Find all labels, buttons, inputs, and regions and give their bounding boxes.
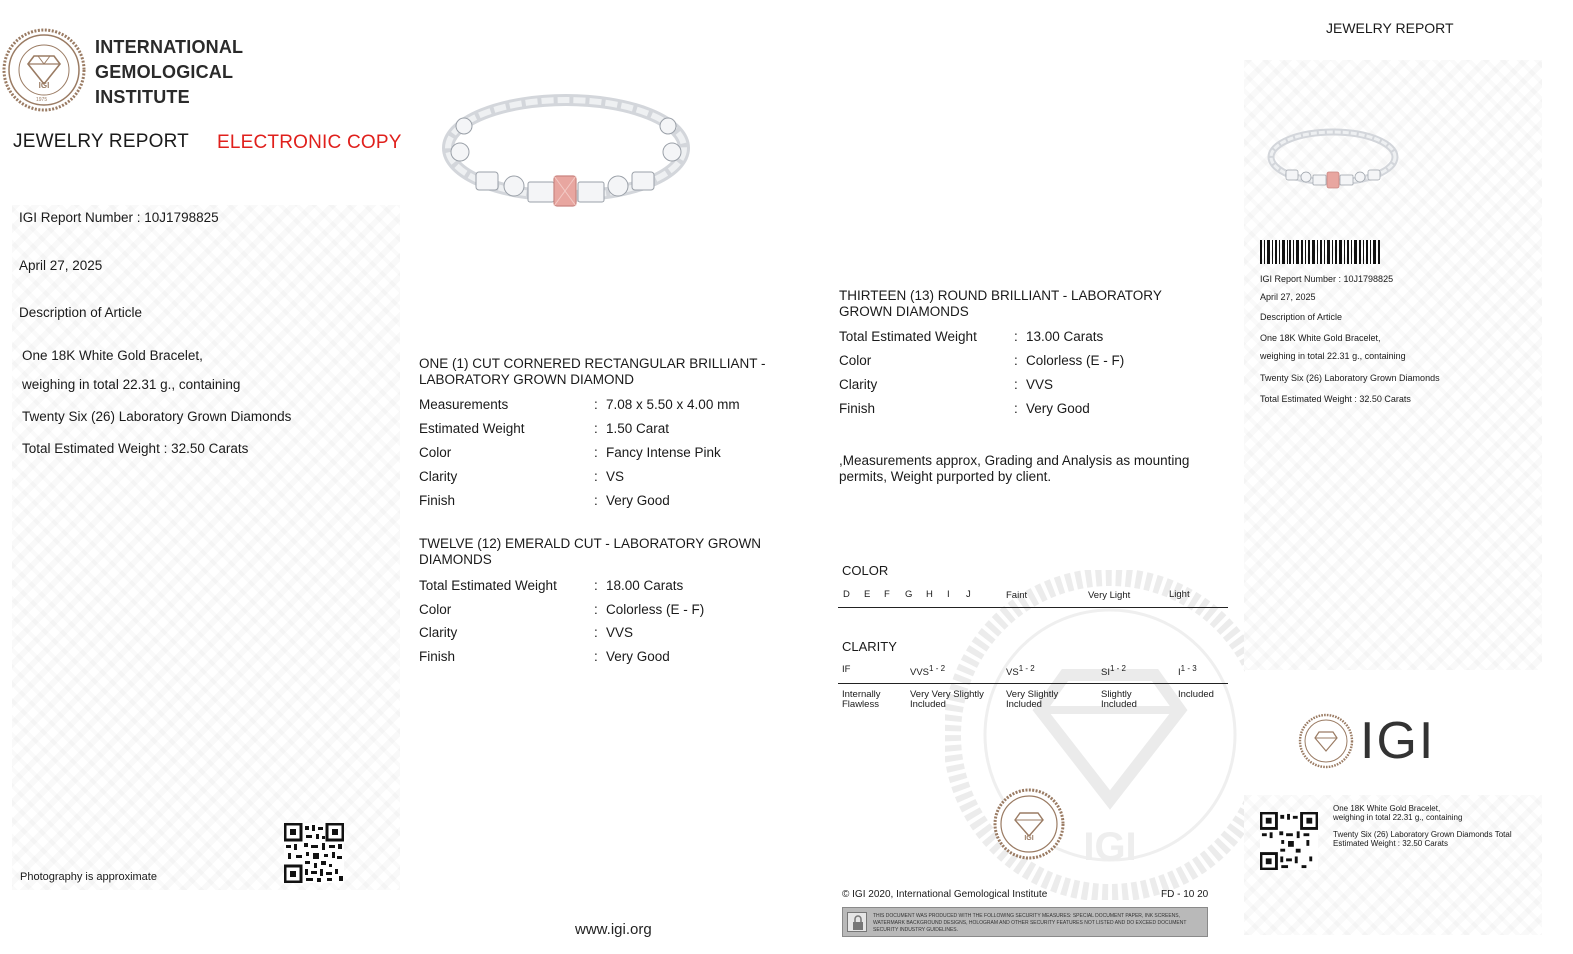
electronic-copy-label: ELECTRONIC COPY [217,132,402,153]
description-line: Twenty Six (26) Laboratory Grown Diamonds [22,409,292,424]
colon: : [594,649,598,664]
spec-value: Very Good [1026,401,1090,416]
photography-note: Photography is approximate [20,871,157,883]
clarity-grade [842,664,850,675]
spec-label: Total Estimated Weight [839,329,977,344]
spec-row [419,469,624,484]
colon: : [594,469,598,484]
colon: : [594,602,598,617]
seal-year: 1975 [36,97,48,103]
security-strip [842,907,1208,937]
spec-label: Total Estimated Weight [419,578,557,593]
spec-value: VVS [1026,377,1054,392]
spec-value: Colorless (E - F) [1026,353,1125,368]
stub-description-title: Description of Article [1260,312,1343,322]
clarity-desc: Included [1178,689,1214,700]
svg-text:IGI: IGI [1024,835,1034,842]
colon: : [1014,377,1018,392]
clarity-grade-range: 1 - 2 [1018,664,1035,673]
stub-footer-text: One 18K White Gold Bracelet, weighing in total 22.31 g., containing [1333,804,1463,822]
color-range: Very Light [1088,590,1131,601]
bracelet-photo [440,86,692,216]
description-title: Description of Article [19,305,143,320]
stub-bracelet-photo [1266,124,1400,194]
colon: : [594,445,598,460]
stub-qr-code [1260,812,1318,870]
stub-igi-logo-text: IGI [1360,712,1436,770]
spec-row [419,602,704,617]
spec-row [419,445,721,460]
spec-value: 18.00 Carats [606,578,684,593]
description-line: One 18K White Gold Bracelet, [22,348,203,363]
spec-row [839,329,1103,344]
section1-title: ONE (1) CUT CORNERED RECTANGULAR BRILLIANT - LABORATORY GROWN DIAMOND [419,356,766,387]
description-line: weighing in total 22.31 g., containing [22,377,241,392]
clarity-grade-code: VS [1006,667,1019,679]
clarity-desc: Very Slightly Included [1006,689,1059,710]
spec-row [419,578,683,593]
stub-description-line: weighing in total 22.31 g., containing [1260,351,1406,361]
spec-value: Very Good [606,493,670,508]
spec-label: Finish [839,401,876,416]
stub-igi-seal [1298,713,1354,769]
stub-description-line: Total Estimated Weight : 32.50 Carats [1260,394,1411,404]
institute-name-line-1: INTERNATIONAL [95,37,244,57]
institute-name [95,35,243,110]
large-seal-watermark [945,570,1245,900]
comments: ,Measurements approx, Grading and Analysis as mounting permits, Weight purported by client. [839,453,1190,484]
clarity-scale-title: CLARITY [842,639,897,654]
website-link[interactable]: www.igi.org [575,921,652,938]
spec-row [839,401,1090,416]
spec-row [419,493,670,508]
igi-seal-logo [2,28,86,112]
section2-title: TWELVE (12) EMERALD CUT - LABORATORY GROWN DIAMONDS [419,536,762,567]
color-grade: G [905,589,913,600]
spec-row [419,421,669,436]
spec-row [419,397,740,412]
color-grade: E [864,589,871,600]
barcode [1260,240,1380,264]
stub-description-line: One 18K White Gold Bracelet, [1260,333,1381,343]
spec-row [839,353,1124,368]
svg-text:IGI: IGI [1083,825,1137,869]
colon: : [594,578,598,593]
spec-row [419,649,670,664]
report-number: IGI Report Number : 10J1798825 [19,210,219,225]
spec-value: Colorless (E - F) [606,602,705,617]
section3-title: THIRTEEN (13) ROUND BRILLIANT - LABORATORY GROWN DIAMONDS [839,288,1162,319]
colon: : [594,493,598,508]
clarity-grade-code: IF [842,664,851,675]
colon: : [1014,329,1018,344]
clarity-grade-code: VVS [910,667,930,679]
clarity-grade [1178,664,1197,678]
spec-label: Estimated Weight [419,421,525,436]
clarity-grade-range: 1 - 2 [929,664,946,673]
clarity-grade-code: SI [1101,667,1110,679]
spec-value: Very Good [606,649,670,664]
spec-value: VVS [606,625,634,640]
spec-label: Finish [419,649,456,664]
clarity-desc: Slightly Included [1101,689,1137,710]
description-line: Total Estimated Weight : 32.50 Carats [22,441,249,456]
color-grade: F [884,589,890,600]
spec-value: VS [606,469,625,484]
color-grade: I [947,589,950,600]
color-grade: H [926,589,933,600]
spec-label: Clarity [419,625,458,640]
stub-footer-text: Twenty Six (26) Laboratory Grown Diamonds Total Estimated Weight : 32.50 Carats [1333,830,1512,848]
colon: : [1014,401,1018,416]
colon: : [594,397,598,412]
color-scale-title: COLOR [842,563,889,578]
spec-value: 13.00 Carats [1026,329,1104,344]
color-range: Light [1169,589,1190,600]
svg-text:IGI: IGI [38,81,50,90]
color-scale-line [838,607,1228,608]
clarity-grade [1101,664,1126,678]
stub-date: April 27, 2025 [1260,292,1316,302]
institute-name-line-3: INSTITUTE [95,87,190,107]
spec-row [839,377,1053,392]
stub-report-number: IGI Report Number : 10J1798825 [1260,274,1394,284]
security-note: THIS DOCUMENT WAS PRODUCED WITH THE FOLLOWING SECURITY MEASURES: SPECIAL DOCUMENT PAPER, INK SCREENS, WATERMARK BACKGROUND DESIGNS, HOLOGRAM AND OTHER SECURITY FEATURES NOT LISTED AND DO EXCEED DOCUMENT SECURITY INDUSTRY GUIDELINES. [873,913,1187,933]
spec-label: Clarity [419,469,458,484]
spec-value: Fancy Intense Pink [606,445,721,460]
spec-label: Color [419,445,452,460]
clarity-grade [910,664,945,678]
spec-value: 1.50 Carat [606,421,670,436]
stub-description-line: Twenty Six (26) Laboratory Grown Diamonds [1260,373,1440,383]
color-grade: D [843,589,850,600]
institute-name-line-2: GEMOLOGICAL [95,62,234,82]
report-date: April 27, 2025 [19,258,103,273]
qr-code [284,823,344,883]
color-range: Faint [1006,590,1028,601]
clarity-desc: Internally Flawless [842,689,881,710]
igi-seal-small [993,788,1065,860]
colon: : [594,625,598,640]
spec-row [419,625,633,640]
lock-icon [847,912,867,932]
clarity-desc: Very Very Slightly Included [910,689,984,710]
colon: : [594,421,598,436]
clarity-scale-line [838,683,1228,684]
clarity-grade-code: I [1178,667,1181,679]
spec-label: Finish [419,493,456,508]
stub-title: JEWELRY REPORT [1326,20,1454,36]
spec-label: Color [839,353,872,368]
spec-label: Measurements [419,397,509,412]
report-title: JEWELRY REPORT [13,131,189,152]
color-grade: J [966,589,971,600]
colon: : [1014,353,1018,368]
clarity-grade-range: 1 - 2 [1109,664,1126,673]
spec-value: 7.08 x 5.50 x 4.00 mm [606,397,740,412]
form-code: FD - 10 20 [1161,889,1209,900]
copyright: © IGI 2020, International Gemological Institute [842,889,1048,900]
spec-label: Clarity [839,377,878,392]
spec-label: Color [419,602,452,617]
clarity-grade [1006,664,1035,678]
clarity-grade-range: 1 - 3 [1180,664,1197,673]
